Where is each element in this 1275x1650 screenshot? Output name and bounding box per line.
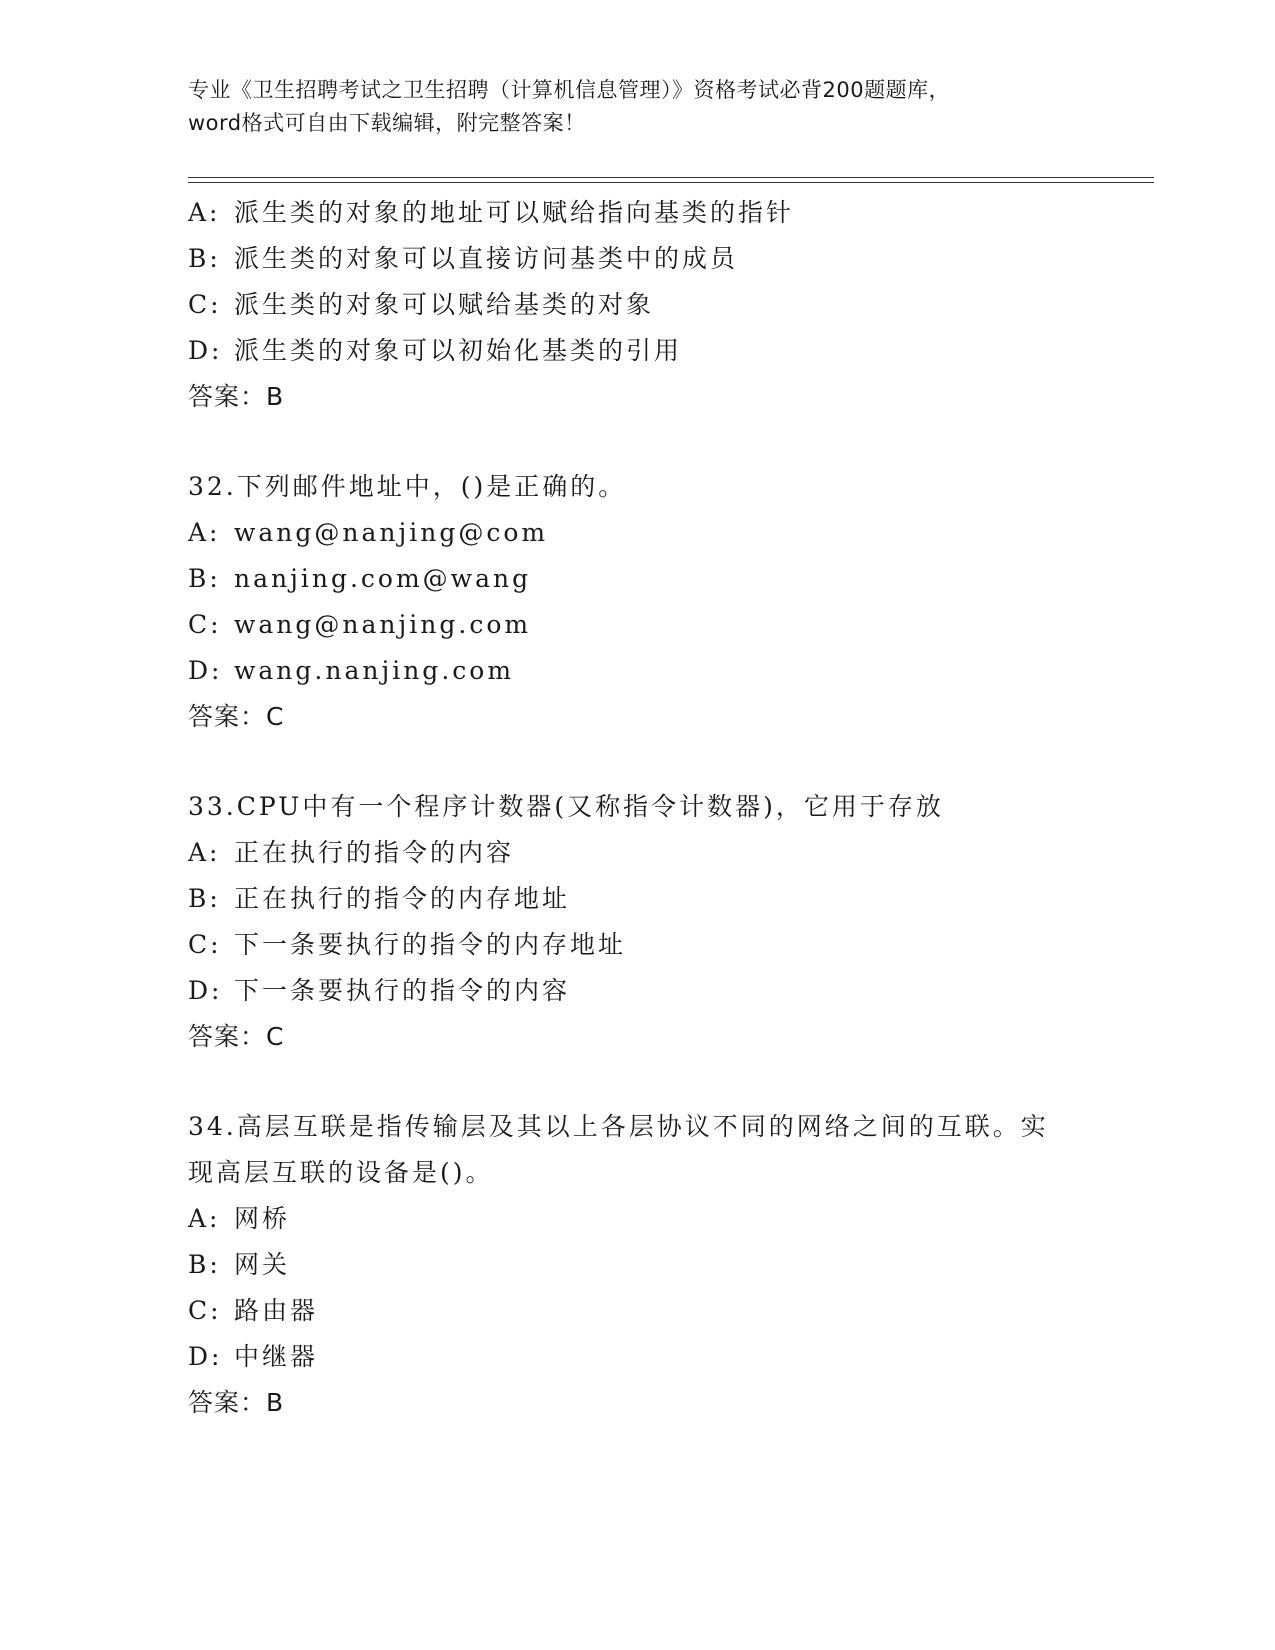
question-block <box>188 1104 1108 1426</box>
option-label: A: <box>188 1204 221 1233</box>
answer-option <box>188 968 1108 1014</box>
header-divider-top <box>188 177 1154 178</box>
answer-option <box>188 602 1108 648</box>
question-gap <box>188 740 1108 784</box>
option-label: D: <box>188 656 223 685</box>
answer-option <box>188 236 1108 282</box>
answer-option <box>188 922 1108 968</box>
answer-key: 答案：B <box>188 1388 285 1417</box>
answer-key: 答案：B <box>188 382 285 411</box>
question-stem: 33.CPU中有一个程序计数器(又称指令计数器)，它用于存放 <box>188 792 944 821</box>
answer-option <box>188 190 1108 236</box>
answer-option <box>188 876 1108 922</box>
option-label: B: <box>188 884 221 913</box>
document-header <box>188 74 1088 140</box>
option-label: A: <box>188 838 221 867</box>
question-stem: 32.下列邮件地址中，()是正确的。 <box>188 472 627 501</box>
option-label: D: <box>188 976 223 1005</box>
option-text: 派生类的对象的地址可以赋给指向基类的指针 <box>234 198 795 227</box>
option-text: 派生类的对象可以初始化基类的引用 <box>234 336 683 365</box>
option-text: 派生类的对象可以赋给基类的对象 <box>234 290 655 319</box>
answer-key: 答案：C <box>188 702 285 731</box>
option-text: 路由器 <box>234 1296 319 1325</box>
option-label: D: <box>188 1342 223 1371</box>
header-line-1: 专业《卫生招聘考试之卫生招聘（计算机信息管理）》资格考试必背200题题库， <box>188 78 951 102</box>
question-list <box>188 190 1108 1426</box>
question-gap <box>188 420 1108 464</box>
answer-option <box>188 1288 1108 1334</box>
option-text: nanjing.com@wang <box>234 564 532 593</box>
answer-option <box>188 1334 1108 1380</box>
option-text: 正在执行的指令的内存地址 <box>234 884 571 913</box>
option-text: 派生类的对象可以直接访问基类中的成员 <box>234 244 739 273</box>
option-text: 网桥 <box>234 1204 291 1233</box>
answer-option <box>188 328 1108 374</box>
question-block <box>188 784 1108 1060</box>
option-label: A: <box>188 518 221 547</box>
question-gap <box>188 1060 1108 1104</box>
answer-option <box>188 1196 1108 1242</box>
option-label: C: <box>188 290 222 319</box>
option-label: C: <box>188 1296 222 1325</box>
option-text: wang@nanjing@com <box>234 518 549 547</box>
option-label: C: <box>188 610 222 639</box>
question-block <box>188 190 1108 420</box>
answer-option <box>188 282 1108 328</box>
option-label: D: <box>188 336 223 365</box>
option-label: C: <box>188 930 222 959</box>
question-stem: 34.高层互联是指传输层及其以上各层协议不同的网络之间的互联。实 <box>188 1112 1049 1141</box>
option-text: 下一条要执行的指令的内存地址 <box>234 930 627 959</box>
question-stem: 现高层互联的设备是()。 <box>188 1158 494 1187</box>
question-block <box>188 464 1108 740</box>
answer-option <box>188 648 1108 694</box>
option-text: 正在执行的指令的内容 <box>234 838 515 867</box>
header-line-2: word格式可自由下载编辑，附完整答案！ <box>188 111 586 135</box>
header-divider-bottom <box>188 182 1154 183</box>
option-label: A: <box>188 198 221 227</box>
option-text: wang@nanjing.com <box>234 610 532 639</box>
option-label: B: <box>188 564 221 593</box>
answer-key: 答案：C <box>188 1022 285 1051</box>
answer-option <box>188 556 1108 602</box>
answer-option <box>188 830 1108 876</box>
answer-option <box>188 510 1108 556</box>
option-text: 中继器 <box>234 1342 319 1371</box>
option-text: 下一条要执行的指令的内容 <box>234 976 571 1005</box>
option-label: B: <box>188 1250 221 1279</box>
answer-option <box>188 1242 1108 1288</box>
option-text: 网关 <box>234 1250 291 1279</box>
option-text: wang.nanjing.com <box>234 656 515 685</box>
option-label: B: <box>188 244 221 273</box>
